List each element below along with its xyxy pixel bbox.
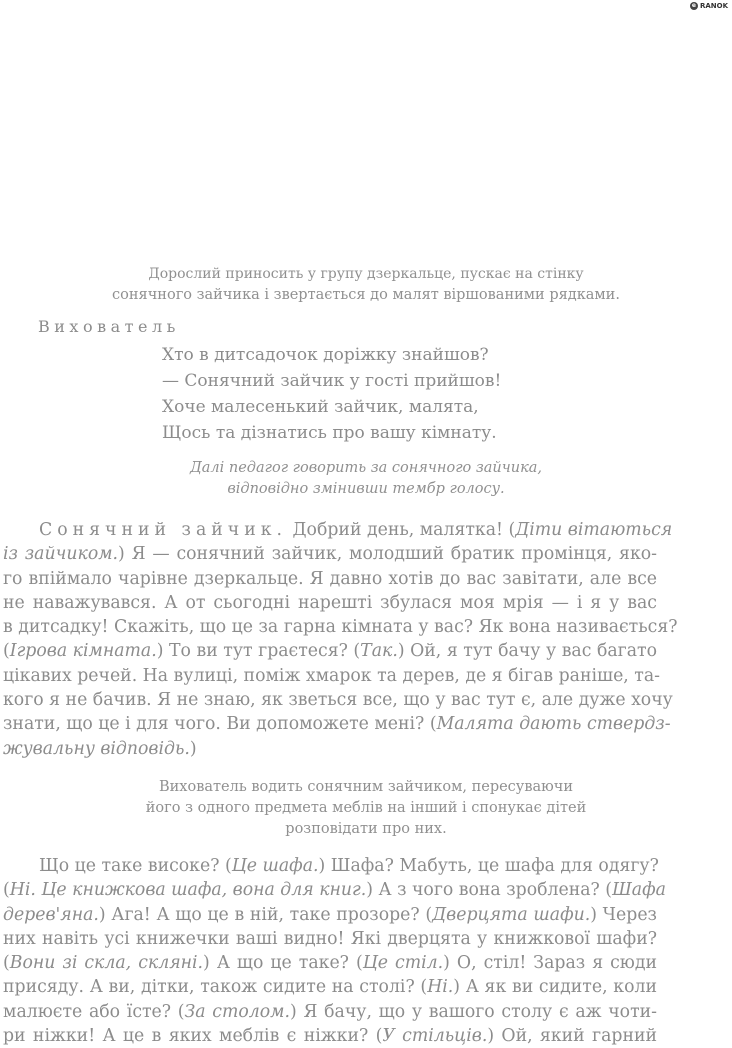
stage-direction-furniture — [86, 777, 646, 840]
text-run: ) Ой, який гарний — [487, 1026, 657, 1047]
italic-remark: Це шафа. — [231, 855, 319, 876]
stage-direction-line: його з одного предмета меблів на інший і спонукає дітей — [145, 799, 587, 816]
speaker-label: Вихователь — [38, 317, 180, 336]
text-run: ) Шафа? Мабуть, це шафа для одягу? — [318, 855, 659, 876]
text-line — [3, 542, 657, 566]
publisher-logo-mark: e — [691, 2, 696, 9]
text-line — [3, 518, 673, 542]
text-run: присяду. А ви, дітки, також сидите на столі? ( — [3, 977, 428, 998]
text-line — [3, 712, 671, 736]
text-line — [3, 1000, 657, 1024]
text-line — [3, 951, 657, 975]
text-line — [3, 1024, 657, 1048]
text-run: ) Ой, я тут бачу у вас багато — [397, 641, 657, 662]
italic-remark: У стільців. — [382, 1026, 488, 1047]
italic-remark: із зайчиком. — [3, 544, 119, 565]
text-run: Що це таке високе? ( — [39, 855, 232, 876]
italic-remark: Вони зі скла, скляні. — [9, 953, 204, 974]
text-line — [3, 903, 657, 927]
text-line: не наважувався. А от сьогодні нарешті збулася моя мрія — і я у вас — [3, 592, 657, 613]
poem-line: Хто в дитсадочок доріжку знайшов? — [162, 345, 489, 365]
page-content — [0, 262, 732, 1048]
text-line — [3, 854, 657, 878]
text-line — [3, 737, 657, 761]
italic-remark: Малята дають ствердз- — [436, 714, 671, 735]
italic-remark: дерев'яна. — [3, 904, 99, 925]
italic-remark: Ні. — [427, 977, 454, 998]
italic-remark: Так. — [360, 641, 398, 662]
stage-direction-line: відповідно змінивши тембр голосу. — [227, 481, 505, 497]
italic-remark: Ігрова кімната. — [9, 641, 157, 662]
speaker-name: Сонячний зайчик. — [39, 520, 288, 540]
poem — [162, 342, 732, 446]
text-line — [3, 639, 657, 663]
text-run: ) Ага! А що це в ній, таке прозоре? ( — [98, 904, 433, 925]
text-run: ) А як ви сидите, коли — [453, 977, 657, 998]
stage-direction-line: Дорослий приносить у групу дзеркальце, пускає на стінку — [148, 266, 584, 282]
text-line: кого я не бачив. Я не знаю, як зветься все, що у вас тут є, але дуже хочу — [3, 690, 673, 711]
italic-remark: Дверцята шафи. — [432, 904, 591, 925]
italic-remark: Діти вітаються — [515, 520, 673, 540]
italic-remark: Шафа — [612, 880, 666, 901]
stage-direction-line: Далі педагог говорить за сонячного зайчика, — [189, 460, 543, 476]
text-run: ) А з чого вона зроблена? ( — [366, 880, 613, 901]
text-run: ) — [189, 738, 197, 759]
poem-line: Щось та дізнатись про вашу кімнату. — [162, 423, 497, 443]
poem-line: — Сонячний зайчик у гості прийшов! — [162, 371, 502, 391]
text-run: ) То ви тут граєтеся? ( — [156, 641, 361, 662]
stage-direction-line: сонячного зайчика і звертається до малят віршованими рядками. — [112, 287, 620, 303]
italic-remark: жувальну відповідь. — [3, 738, 190, 759]
text-run: ) Я бачу, що у вашого столу є аж чоти- — [290, 1001, 658, 1022]
text-run: ) Через — [590, 904, 657, 925]
text-line: них навіть усі книжечки ваші видно! Які дверцята у книжкової шафи? — [3, 928, 657, 949]
italic-remark: Ні. Це книжкова шафа, вона для книг. — [9, 880, 367, 901]
poem-line: Хоче малесенький зайчик, малята, — [162, 397, 479, 417]
text-run: ) А що це таке? ( — [203, 953, 363, 974]
text-run: знати, що це і для чого. Ви допоможете мені? ( — [3, 714, 437, 735]
italic-remark: За столом. — [184, 1001, 291, 1022]
text-run: ) Я — сонячний зайчик, молодший братик промінця, яко- — [118, 544, 657, 565]
text-line: го впіймало чарівне дзеркальце. Я давно хотів до вас завітати, але все — [3, 568, 657, 589]
text-run: ( — [3, 641, 10, 662]
sunbeam-monologue — [3, 518, 678, 761]
stage-direction-line: Вихователь водить сонячним зайчиком, пересуваючи — [158, 778, 574, 795]
furniture-dialogue — [3, 854, 666, 1048]
italic-remark: Це стіл. — [362, 953, 444, 974]
text-run: ( — [3, 880, 10, 901]
stage-direction-intro — [86, 264, 646, 306]
text-line: цікавих речей. На вулиці, поміж хмарок та дерев, де я бігав раніше, та- — [3, 665, 660, 686]
publisher-logo-text: RANOK — [699, 2, 728, 10]
stage-direction-voice — [0, 458, 732, 500]
text-run: ри ніжки! А це в яких меблів є ніжки? ( — [3, 1026, 383, 1047]
text-run: малюєте або їсте? ( — [3, 1001, 185, 1022]
text-line: в дитсадку! Скажіть, що це за гарна кімната у вас? Як вона називається? — [3, 617, 678, 638]
stage-direction-line: розповідати про них. — [285, 820, 447, 837]
text-run: ) О, стіл! Зараз я сюди — [443, 953, 657, 974]
text-run: ( — [3, 953, 10, 974]
text-line — [3, 975, 657, 999]
publisher-logo — [690, 2, 728, 10]
text-run: Добрий день, малятка! ( — [287, 520, 516, 540]
text-line — [3, 878, 666, 902]
